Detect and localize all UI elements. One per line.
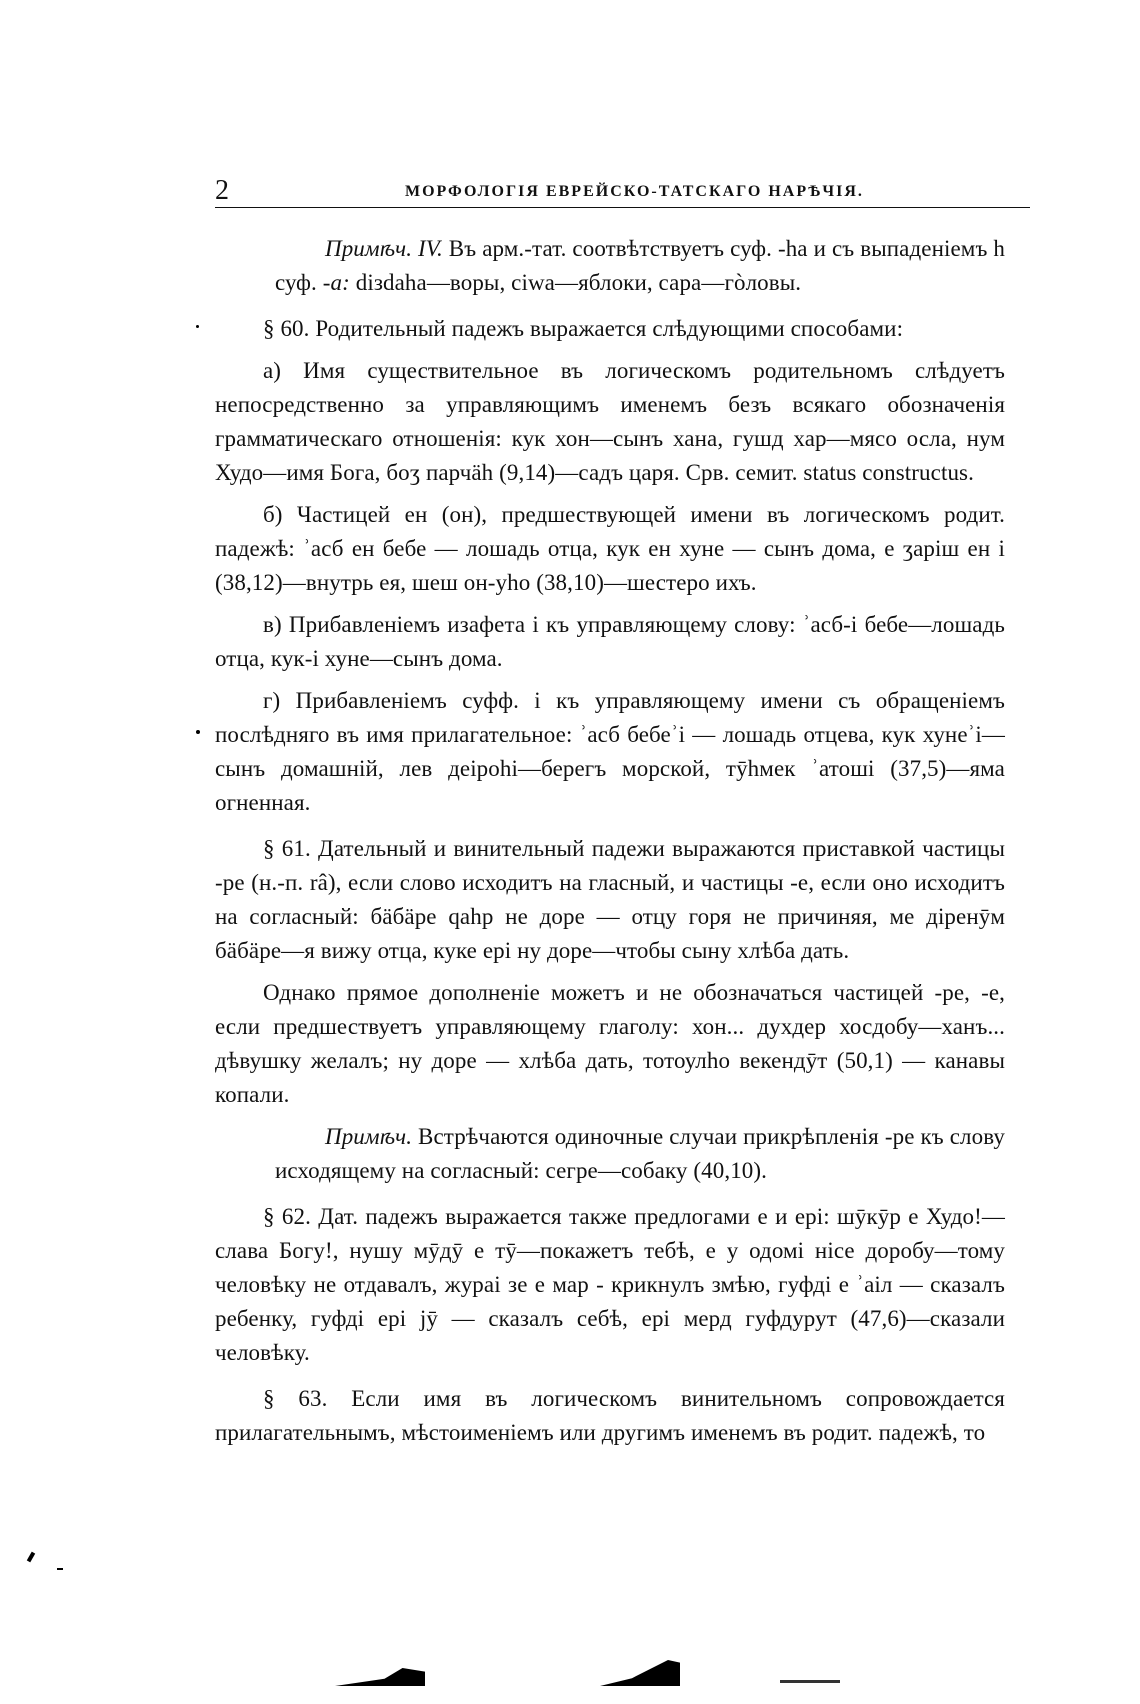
running-title: МОРФОЛОГІЯ ЕВРЕЙСКО-ТАТСКАГО НАРѢЧІЯ. — [405, 183, 864, 200]
note-iv-text: Въ арм.-тат. соотвѣтствуетъ суф. -ha и съ выпаденіемъ h суф. — [275, 236, 1006, 295]
section-61-b: Однако прямое дополненіе можетъ и не обозначаться частицей -ре, -е, если предшествуетъ управляющему глаголу: хон... духдер хосдобу—ханъ... дѣвушку желалъ; ну доре — хлѣба дать, тотоулhо векендӯт (50,1) — канавы копали. — [215, 980, 1005, 1107]
scan-speck — [196, 730, 200, 734]
section-62: § 62. Дат. падежъ выражается также предлогами е и ері: шӯкӯр е Худо!—слава Богу!, нушу мӯдӯ е тӯ—покажетъ тебѣ, е у одомі нісе доробу—тому человѣку не отдавалъ, жураі зе е мар - крикнулъ змѣю, гуфді е ʾаіл — сказалъ ребенку, гуфді ері jӯ — сказалъ себѣ, ері мерд гуфдурут (47,6)—сказали человѣку. — [215, 1204, 1005, 1365]
scan-speck — [196, 325, 199, 328]
section-60-a: а) Имя существительное въ логическомъ родительномъ слѣдуетъ непосредственно за управляющимъ именемъ безъ всякаго обозначенія грамматическаго отношенія: кук хон—сынъ хана, гушд хар—мясо осла, нум Худо—имя Бога, боʒ парчäh (9,14)—садъ царя. Срв. семит. status constructus. — [215, 358, 1005, 485]
section-61: § 61. Дательный и винительный падежи выражаются приставкой частицы -ре (н.-п. râ), если слово исходитъ на гласный, и частицы -е, если оно исходитъ на согласный: бäбäре qahр не доре — отцу горя не причиняя, ме діренӯм бäбäре—я вижу отца, куке ері ну доре—чтобы сыну хлѣба дать. — [215, 836, 1005, 963]
section-60: § 60. Родительный падежъ выражается слѣдующими способами: — [263, 316, 904, 341]
page-body — [215, 232, 1005, 1458]
note-iv-label: Примѣч. IV. — [325, 236, 443, 261]
note-iv-suffix: -a: — [322, 270, 350, 295]
section-60-g: г) Прибавленіемъ суфф. і къ управляющему имени съ обращеніемъ послѣдняго въ имя прилагательное: ʾасб бебеʾі — лошадь отцева, кук хунеʾі—сынъ домашній, лев деіроhі—берегъ морской, тӯhмек ʾатошi (37,5)—яма огненная. — [215, 688, 1005, 815]
note-2 — [215, 1120, 1005, 1188]
note-iv — [215, 232, 1005, 300]
scan-blot — [780, 1680, 840, 1683]
scan-blot — [600, 1660, 680, 1686]
section-60-b: б) Частицей ен (он), предшествующей имени въ логическомъ родит. падежѣ: ʾасб ен бебе — лошадь отца, кук ен хуне — сынъ дома, е ʒаріш ен і (38,12)—внутрь ея, шеш он-уho (38,10)—шестеро ихъ. — [215, 502, 1005, 595]
header-rule — [215, 207, 1030, 208]
page-header — [215, 174, 1030, 208]
note-2-text: Встрѣчаются одиночные случаи прикрѣпленія -ре къ слову исходящему на согласный: сегре—собаку (40,10). — [275, 1124, 1005, 1183]
scan-blot — [335, 1668, 425, 1686]
scan-speck — [57, 1568, 63, 1570]
page-number: 2 — [215, 175, 229, 206]
note-2-label: Примѣч. — [325, 1124, 413, 1149]
note-iv-end: dізdahа—воры, сіwа—яблоки, сара—гòловы. — [349, 270, 802, 295]
scan-speck — [27, 1552, 35, 1563]
section-63: § 63. Если имя въ логическомъ винительномъ сопровождается прилагательнымъ, мѣстоименіемъ или другимъ именемъ въ родит. падежѣ, то — [215, 1386, 1005, 1445]
section-60-v: в) Прибавленіемъ изафета і къ управляющему слову: ʾасб-і бебе—лошадь отца, кук-і хуне—сынъ дома. — [215, 612, 1005, 671]
